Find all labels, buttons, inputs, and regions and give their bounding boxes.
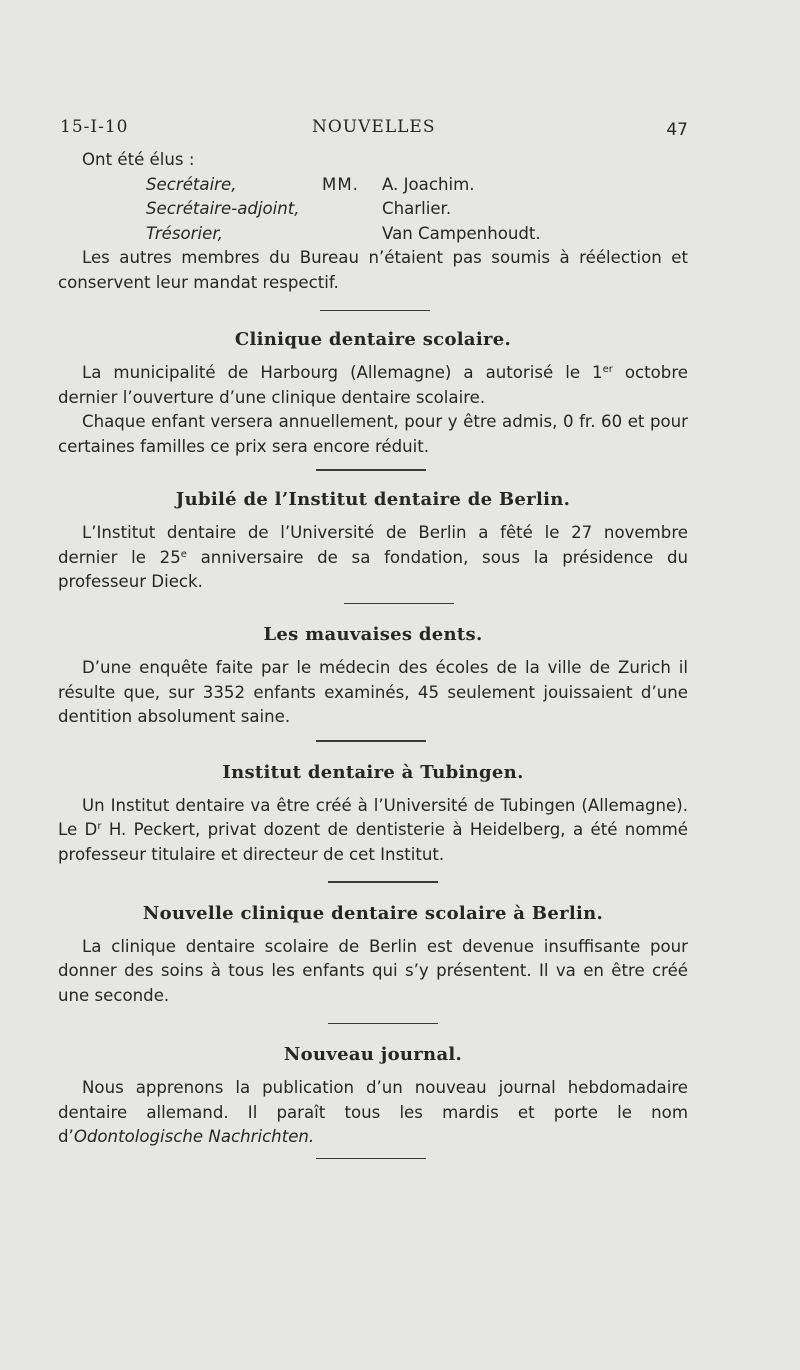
section-divider	[344, 603, 454, 605]
section-divider	[320, 310, 430, 312]
officer-prefix	[322, 197, 382, 222]
section-paragraph: La municipalité de Harbourg (Allemagne) a autorisé le 1er octobre dernier l’ouverture d’une clinique dentaire scolaire.	[58, 363, 688, 407]
elections-intro: Ont été élus :	[82, 150, 195, 169]
section-title: Nouveau journal.	[283, 1044, 463, 1066]
section-divider	[328, 881, 438, 883]
section-divider	[316, 1158, 426, 1160]
section-title: Les mauvaises dents.	[263, 624, 483, 646]
officer-name: Charlier.	[382, 199, 452, 219]
header-section-title: NOUVELLES	[312, 117, 436, 137]
officer-role: Secrétaire-adjoint,	[146, 199, 300, 219]
section-paragraph: Nous apprenons la publication d’un nouveau journal hebdomadaire dentaire allemand. Il paraît tous les mardis et porte le nom d’Odontologische Nachrichten.	[58, 1078, 688, 1147]
section-title: Institut dentaire à Tubingen.	[222, 761, 524, 783]
section-divider	[328, 1023, 438, 1025]
section-title: Jubilé de l’Institut dentaire de Berlin.	[175, 488, 571, 510]
section-paragraph: Chaque enfant versera annuellement, pour y être admis, 0 fr. 60 et pour certaines familles ce prix sera encore réduit.	[58, 412, 688, 456]
officer-row	[146, 222, 688, 247]
officer-name: Van Campenhoudt.	[382, 223, 541, 243]
officers-list	[146, 173, 688, 247]
officer-prefix: MM.	[322, 174, 359, 194]
section-paragraph: Un Institut dentaire va être créé à l’Université de Tubingen (Allemagne). Le $D^r$ H. Peckert, privat dozent de dentisterie à Heidelberg, a été nommé professeur titulaire et directeur de cet Institut.	[58, 795, 689, 864]
running-header	[60, 114, 688, 144]
section-title: Clinique dentaire scolaire.	[234, 329, 512, 351]
officer-name: A. Joachim.	[382, 174, 475, 194]
section-paragraph: L’Institut dentaire de l’Université de Berlin a fêté le 27 novembre dernier le 25e anniversaire de sa fondation, sous la présidence du professeur Dieck.	[58, 522, 688, 592]
section-divider	[316, 740, 426, 742]
page-number: 47	[666, 120, 688, 140]
officer-row	[146, 173, 688, 198]
header-issue-date: 15-I-10	[60, 117, 129, 137]
section-divider	[316, 469, 426, 471]
officer-row	[146, 197, 688, 222]
page-body	[58, 148, 688, 1159]
section-paragraph: La clinique dentaire scolaire de Berlin est devenue insuffisante pour donner des soins à tous les enfants qui s’y présentent. Il va en être créé une seconde.	[58, 936, 688, 1005]
officer-role: Secrétaire,	[146, 174, 237, 194]
officer-role: Trésorier,	[146, 223, 223, 243]
section-title: Nouvelle clinique dentaire scolaire à Berlin.	[142, 902, 604, 924]
section-paragraph: D’une enquête faite par le médecin des écoles de la ville de Zurich il résulte que, sur 3352 enfants examinés, 45 seulement jouissaient d’une dentition absolument saine.	[58, 658, 688, 727]
officer-prefix	[322, 222, 382, 247]
elections-closing: Les autres membres du Bureau n’étaient pas soumis à réélection et conservent leur mandat respectif.	[58, 248, 688, 292]
